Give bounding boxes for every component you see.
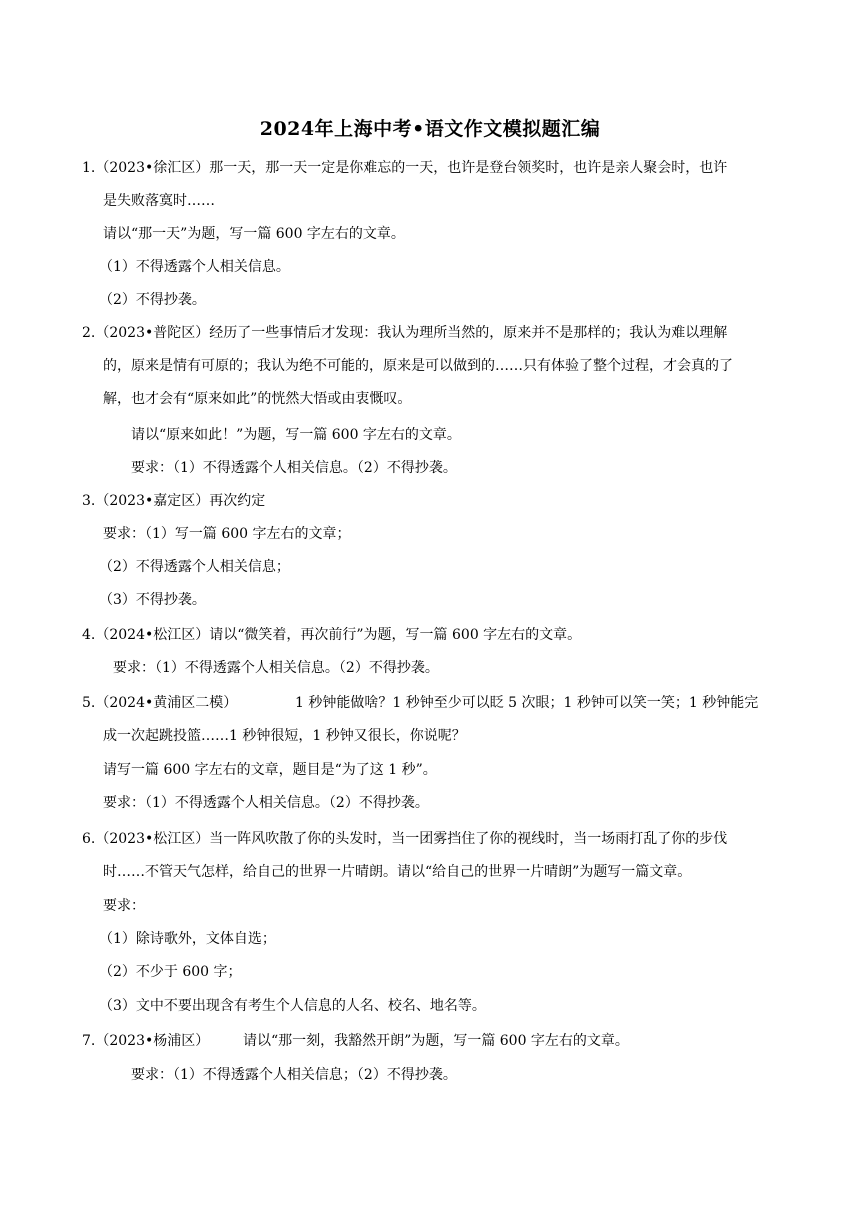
q6-text-line-2: 时……不管天气怎样，给自己的世界一片晴朗。请以“给自己的世界一片晴朗”为题写一篇文章。 (103, 864, 692, 880)
q1-requirement-2: （2）不得抄袭。 (99, 292, 206, 308)
q7-requirements: 要求：（1）不得透露个人相关信息；（2）不得抄袭。 (131, 1067, 457, 1083)
q6-requirement-2: （2）不少于 600 字； (99, 964, 242, 980)
q1-prompt: 请以“那一天”为题，写一篇 600 字左右的文章。 (103, 226, 405, 242)
q6-text-line-1: 6.（2023•松江区）当一阵风吹散了你的头发时，当一团雾挡住了你的视线时，当一场雨打乱了你的步伐 (82, 831, 728, 847)
q2-prompt: 请以“原来如此！”为题，写一篇 600 字左右的文章。 (131, 427, 461, 443)
q1-requirement-1: （1）不得透露个人相关信息。 (99, 259, 290, 275)
q4-text: 4.（2024•松江区）请以“微笑着，再次前行”为题，写一篇 600 字左右的文章。 (82, 627, 582, 643)
q6-requirements-label: 要求： (103, 898, 145, 914)
q5-text-line-2: 成一次起跳投篮……1 秒钟很短，1 秒钟又很长，你说呢？ (103, 728, 466, 744)
q2-requirements: 要求：（1）不得透露个人相关信息。（2）不得抄袭。 (131, 460, 457, 476)
q5-source: 5.（2024•黄浦区二模） (82, 695, 238, 711)
q6-requirement-1: （1）除诗歌外，文体自选； (99, 931, 276, 947)
q5-requirements: 要求：（1）不得透露个人相关信息。（2）不得抄袭。 (103, 795, 429, 811)
document-title: 2024年上海中考•语文作文模拟题汇编 (259, 118, 601, 140)
q6-requirement-3: （3）文中不要出现含有考生个人信息的人名、校名、地名等。 (99, 998, 486, 1014)
q1-text-line-2: 是失败落寞时…… (103, 193, 215, 209)
q3-text: 3.（2023•嘉定区）再次约定 (82, 493, 266, 509)
q3-requirement-3: （3）不得抄袭。 (99, 592, 206, 608)
q1-text-line-1: 1.（2023•徐汇区）那一天，那一天一定是你难忘的一天，也许是登台领奖时，也许是亲人聚会时，也许 (82, 160, 728, 176)
q5-prompt: 请写一篇 600 字左右的文章，题目是“为了这 1 秒”。 (103, 762, 437, 778)
q7-source: 7.（2023•杨浦区） (82, 1033, 210, 1049)
q3-requirement-2: （2）不得透露个人相关信息； (99, 559, 290, 575)
q4-requirements: 要求：（1）不得透露个人相关信息。（2）不得抄袭。 (113, 660, 439, 676)
q2-text-line-2: 的，原来是情有可原的；我认为绝不可能的，原来是可以做到的……只有体验了整个过程，才会真的了 (103, 358, 733, 374)
q3-requirement-1: 要求：（1）写一篇 600 字左右的文章； (103, 526, 351, 542)
q2-text-line-1: 2.（2023•普陀区）经历了一些事情后才发现：我认为理所当然的，原来并不是那样的；我认为难以理解 (82, 325, 728, 341)
q7-prompt: 请以“那一刻，我豁然开朗”为题，写一篇 600 字左右的文章。 (243, 1033, 629, 1049)
q2-text-line-3: 解，也才会有“原来如此”的恍然大悟或由衷慨叹。 (103, 391, 412, 407)
q5-text-line-1: 1 秒钟能做啥？1 秒钟至少可以眨 5 次眼；1 秒钟可以笑一笑；1 秒钟能完 (295, 695, 759, 711)
